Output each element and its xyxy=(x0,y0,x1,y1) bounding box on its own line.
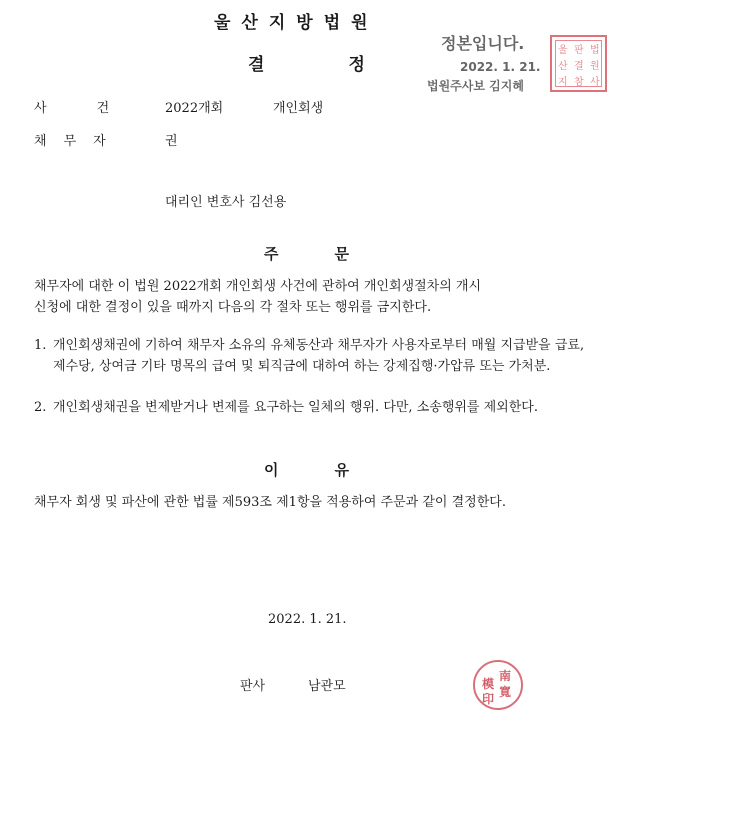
seal-char: 원 xyxy=(590,61,600,72)
seal-char: 판 xyxy=(574,45,584,56)
order-intro-line-1: 채무자에 대한 이 법원 2022개회 개인회생 사건에 관하여 개인회생절차의 개시 xyxy=(34,279,482,294)
seal-char: 지 xyxy=(558,77,568,88)
case-number: 2022개회 xyxy=(165,101,224,116)
seal-char: 寬 xyxy=(499,685,512,699)
decision-date: 2022. 1. 21. xyxy=(268,612,347,627)
seal-char: 결 xyxy=(574,61,584,72)
order-item-1 xyxy=(34,336,586,377)
court-name: 울산지방법원 xyxy=(214,13,379,33)
order-heading-char-1: 주 xyxy=(264,245,279,263)
judge-name: 남관모 xyxy=(308,679,346,694)
document-type-char-1: 결 xyxy=(248,55,265,75)
agent-lawyer: 대리인 변호사 김선용 xyxy=(165,195,287,210)
judge-title: 판사 xyxy=(240,679,266,694)
seal-char: 사 xyxy=(590,77,600,88)
order-item-text: 개인회생채권에 기하여 채무자 소유의 유체동산과 채무자가 사용자로부터 매월 지급받을 급료, 제수당, 상여금 기타 명목의 급여 및 퇴직금에 대하여 하는 강제집행·가압류 또는 가처분. xyxy=(53,338,585,374)
certified-copy-date: 2022. 1. 21. xyxy=(460,60,541,74)
order-item-text: 개인회생채권을 변제받거나 변제를 요구하는 일체의 행위. 다만, 소송행위를 제외한다. xyxy=(53,400,538,415)
judge-seal xyxy=(473,660,523,710)
debtor-name: 권 xyxy=(165,134,178,149)
reason-text: 채무자 회생 및 파산에 관한 법률 제593조 제1항을 적용하여 주문과 같이 결정한다. xyxy=(34,495,506,510)
case-name: 개인회생 xyxy=(273,101,324,116)
order-heading xyxy=(264,243,349,264)
reason-heading-char-2: 유 xyxy=(334,461,349,479)
order-intro-line-2: 신청에 대한 결정이 있을 때까지 다음의 각 절차 또는 행위를 금지한다. xyxy=(34,300,432,315)
document-type-char-2: 정 xyxy=(348,55,365,75)
seal-char: 南 xyxy=(499,669,512,683)
order-item-number: 2. xyxy=(34,400,47,415)
certified-copy-title: 정본입니다. xyxy=(441,34,525,53)
order-heading-char-2: 문 xyxy=(334,245,349,263)
document-type xyxy=(248,50,365,75)
seal-char: 참 xyxy=(574,77,584,88)
certified-copy-clerk: 법원주사보 김지혜 xyxy=(427,79,524,93)
seal-char: 模 xyxy=(482,677,495,691)
reason-heading-char-1: 이 xyxy=(264,461,279,479)
court-clerk-seal xyxy=(550,35,607,92)
seal-char: 印 xyxy=(482,692,495,706)
debtor-label: 채 무 자 xyxy=(34,134,106,149)
seal-char: 산 xyxy=(558,61,568,72)
reason-heading xyxy=(264,459,349,480)
seal-char: 울 xyxy=(558,45,568,56)
order-item-2 xyxy=(34,398,586,419)
order-item-number: 1. xyxy=(34,338,47,353)
seal-char: 법 xyxy=(590,45,600,56)
case-label: 사 건 xyxy=(34,101,110,116)
